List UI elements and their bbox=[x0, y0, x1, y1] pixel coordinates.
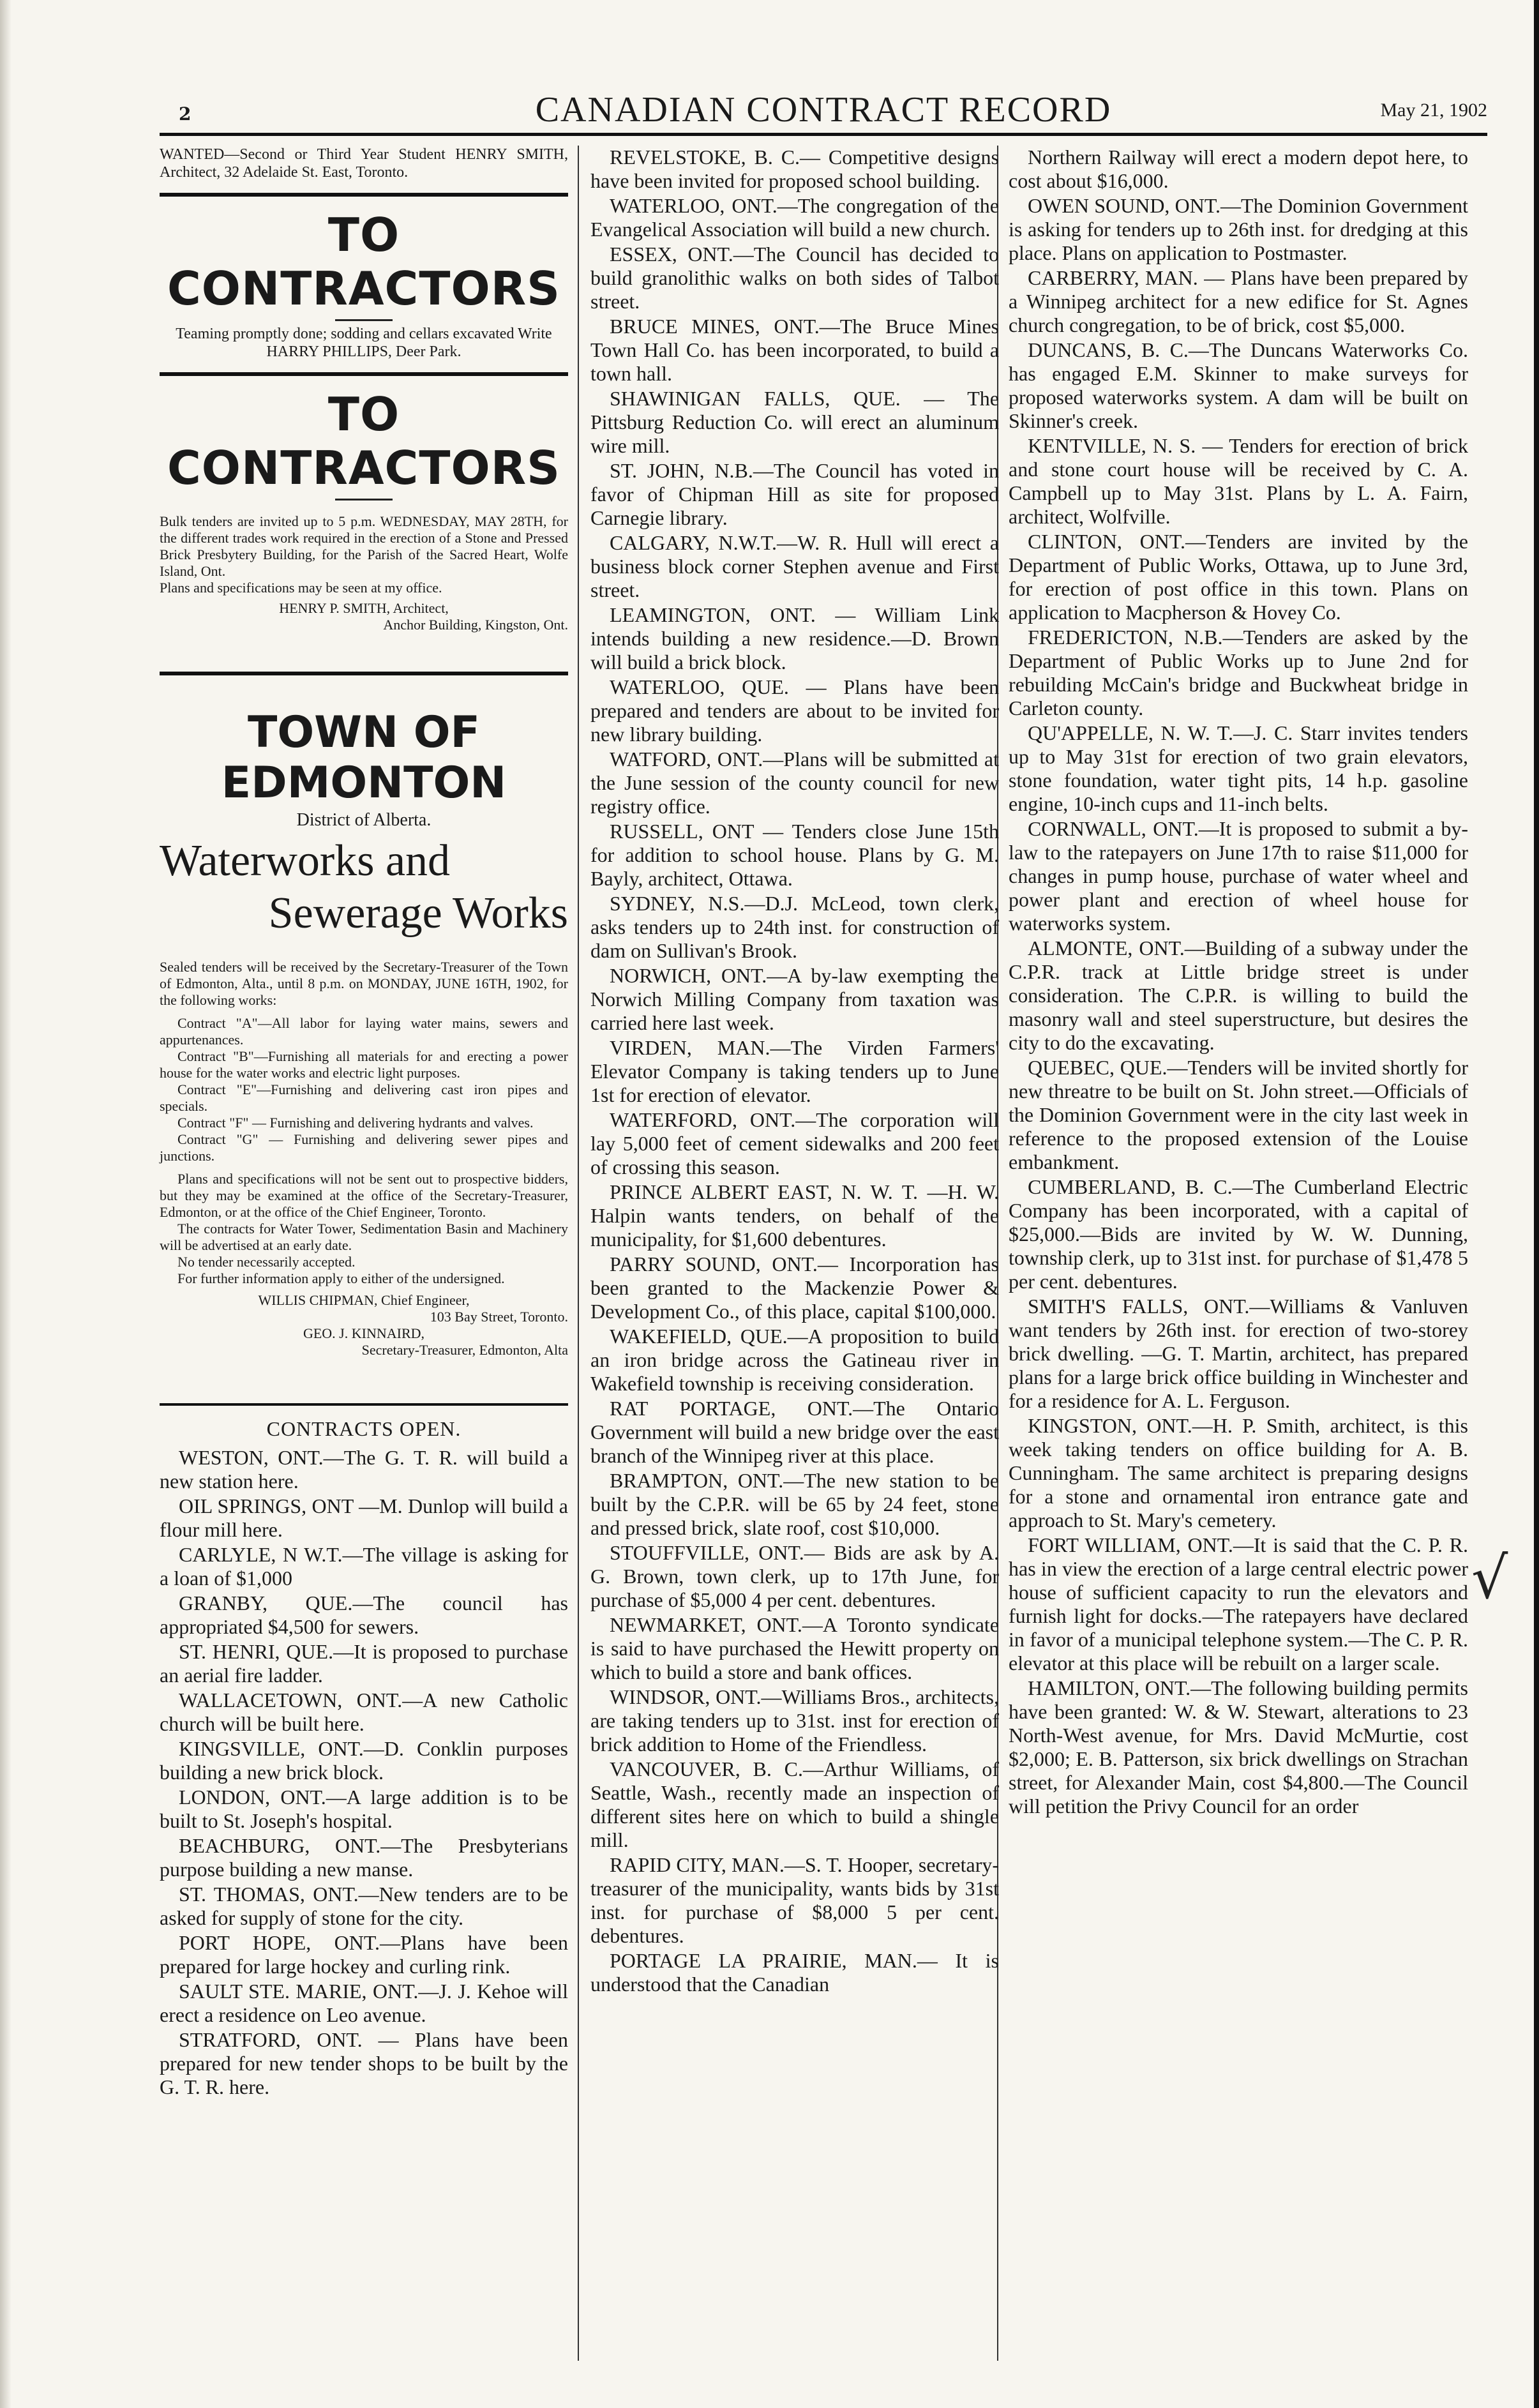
contract-item: WAKEFIELD, QUE.—A proposition to build an iron bridge across the Gatineau river in Wakefield township is receiving consideration. bbox=[590, 1325, 999, 1395]
column-middle bbox=[590, 146, 999, 1998]
ad-rule bbox=[335, 499, 393, 500]
contract-item: RAT PORTAGE, ONT.—The Ontario Government will build a new bridge over the east branch of the Winnipeg river at this place. bbox=[590, 1397, 999, 1467]
contract-item: WESTON, ONT.—The G. T. R. will build a new station here. bbox=[160, 1446, 568, 1493]
ad-heading-town: TOWN OF EDMONTON bbox=[221, 707, 507, 808]
ad-display-line: Sewerage Works bbox=[268, 889, 568, 938]
contract-item: WALLACETOWN, ONT.—A new Catholic church will be built here. bbox=[160, 1689, 568, 1735]
page-edge-shadow bbox=[0, 0, 11, 2408]
ad-body: Plans and specifications will not be sent out to prospective bidders, but they may be examined at the office of the Secretary-Treasurer, Edmonton, or at the office of the Chief Engineer, Toronto. bbox=[160, 1171, 568, 1220]
ad-contract: Contract "A"—All labor for laying water mains, sewers and appurtenances. bbox=[160, 1015, 568, 1048]
contract-item: ALMONTE, ONT.—Building of a subway under the C.P.R. track at Little bridge street is under consideration. The C.P.R. is willing to build the masonry wall and steel superstructure, but desires the city to do the excavating. bbox=[1009, 937, 1468, 1054]
contract-item: BEACHBURG, ONT.—The Presbyterians purpose building a new manse. bbox=[160, 1834, 568, 1881]
ad-heading: TO CONTRACTORS bbox=[167, 388, 561, 495]
ad-contract: Contract "F" — Furnishing and delivering hydrants and valves. bbox=[177, 1115, 534, 1131]
issue-date: May 21, 1902 bbox=[1380, 100, 1487, 121]
contract-item: WATFORD, ONT.—Plans will be submitted at the June session of the county council for new registry office. bbox=[590, 748, 999, 818]
contract-item: PARRY SOUND, ONT.— Incorporation has been granted to the Mackenzie Power & Development Co., of this place, capital $100,000. bbox=[590, 1253, 999, 1323]
ad-signature: WILLIS CHIPMAN, Chief Engineer, bbox=[258, 1292, 470, 1308]
ad-separator bbox=[160, 672, 568, 675]
contract-item: SHAWINIGAN FALLS, QUE. — The Pittsburg Reduction Co. will erect an aluminum wire mill. bbox=[590, 387, 999, 457]
ad-plans: Plans and specifications may be seen at my office. bbox=[160, 580, 442, 596]
contract-item: ST. HENRI, QUE.—It is proposed to purchase an aerial fire ladder. bbox=[160, 1640, 568, 1687]
contract-item: HAMILTON, ONT.—The following building permits have been granted: W. & W. Stewart, alterations to 23 North-West avenue, for Mrs. David McMurtie, cost $2,000; E. B. Patterson, six brick dwellings on Strachan street, for Alexander Main, cost $4,800.—The Council will petition the Privy Council for an order bbox=[1009, 1676, 1468, 1817]
page-header bbox=[160, 89, 1487, 128]
contract-item: CORNWALL, ONT.—It is proposed to submit a by-law to the ratepayers on June 17th to raise $11,000 for changes in pump house, purchase of water wheel and power plant and erection of wheel house for waterworks system. bbox=[1009, 817, 1468, 935]
column-divider bbox=[578, 146, 579, 2361]
contracts-list bbox=[1009, 146, 1468, 1818]
ad-contract: Contract "G" — Furnishing and delivering sewer pipes and junctions. bbox=[160, 1131, 568, 1164]
contract-item: KENTVILLE, N. S. — Tenders for erection of brick and stone court house will be received by C. A. Campbell up to May 31st. Plans by L. A. Fairn, architect, Wolfville. bbox=[1009, 434, 1468, 528]
contract-item: NORWICH, ONT.—A by-law exempting the Norwich Milling Company from taxation was carried here last week. bbox=[590, 964, 999, 1034]
header-rule bbox=[160, 133, 1487, 136]
ad-contract: Contract "B"—Furnishing all materials for and erecting a power house for the water works and electric light purposes. bbox=[160, 1048, 568, 1081]
ad-signature: HENRY P. SMITH, Architect, bbox=[279, 600, 449, 616]
contract-item: OIL SPRINGS, ONT —M. Dunlop will build a flour mill here. bbox=[160, 1494, 568, 1541]
contract-item: FORT WILLIAM, ONT.—It is said that the C. P. R. has in view the erection of a large central electric power house of sufficient capacity to run the elevators and furnish light for docks.—The ratepayers have declared in favor of a municipal telephone system.—The C. P. R. elevator at this place will be rebuilt on a larger scale. bbox=[1009, 1533, 1468, 1674]
contract-item: Northern Railway will erect a modern depot here, to cost about $16,000. bbox=[1009, 146, 1468, 192]
wanted-ad: WANTED—Second or Third Year Student HENRY SMITH, Architect, 32 Adelaide St. East, Toronto. bbox=[160, 146, 568, 181]
section-heading: CONTRACTS OPEN. bbox=[266, 1417, 462, 1440]
ad-separator bbox=[160, 193, 568, 197]
ad-contract: Contract "E"—Furnishing and delivering cast iron pipes and specials. bbox=[160, 1081, 568, 1114]
contract-item: LEAMINGTON, ONT. — William Link intends building a new residence.—D. Brown will build a brick block. bbox=[590, 603, 999, 673]
contract-item: SYDNEY, N.S.—D.J. McLeod, town clerk, asks tenders up to 24th inst. for construction of dam on Sullivan's Brook. bbox=[590, 892, 999, 962]
ad-body: Bulk tenders are invited up to 5 p.m. WEDNESDAY, MAY 28TH, for the different trades work required in the erection of a Stone and Pressed Brick Presbytery Building, for the Parish of the Sacred Heart, Wolfe Island, Ont. bbox=[160, 513, 568, 579]
contract-item: ST. JOHN, N.B.—The Council has voted in favor of Chipman Hill as site for proposed Carnegie library. bbox=[590, 459, 999, 529]
contract-item: PORTAGE LA PRAIRIE, MAN.— It is understood that the Canadian bbox=[590, 1949, 999, 1996]
contract-item: FREDERICTON, N.B.—Tenders are asked by the Department of Public Works up to June 2nd for rebuilding McCain's bridge and Buckwheat bridge in Carleton county. bbox=[1009, 626, 1468, 719]
contract-item: PRINCE ALBERT EAST, N. W. T. —H. W. Halpin wants tenders, on behalf of the municipality, for $1,600 debentures. bbox=[590, 1180, 999, 1251]
contract-item: SMITH'S FALLS, ONT.—Williams & Vanluven want tenders by 26th inst. for erection of two-storey brick dwelling. —G. T. Martin, architect, has prepared plans for a large brick office building in Winchester and for a residence for A. L. Ferguson. bbox=[1009, 1295, 1468, 1412]
ad-heading: TO CONTRACTORS bbox=[167, 208, 561, 315]
margin-check-mark: √ bbox=[1471, 1545, 1508, 1612]
contracts-list bbox=[160, 1446, 568, 2099]
ad-body: No tender necessarily accepted. bbox=[177, 1254, 356, 1270]
ad-body: Sealed tenders will be received by the Secretary-Treasurer of the Town of Edmonton, Alta., until 8 p.m. on MONDAY, JUNE 16TH, 1902, for the following works: bbox=[160, 959, 568, 1008]
ad-signature-address: Secretary-Treasurer, Edmonton, Alta bbox=[361, 1342, 568, 1358]
contract-item: QUEBEC, QUE.—Tenders will be invited shortly for new threatre to be built on St. John street.—Officials of the Dominion Government were in the city last week in reference to the proposed extension of the Louise embankment. bbox=[1009, 1056, 1468, 1173]
contract-item: NEWMARKET, ONT.—A Toronto syndicate is said to have purchased the Hewitt property on which to build a store and bank offices. bbox=[590, 1613, 999, 1683]
contract-item: SAULT STE. MARIE, ONT.—J. J. Kehoe will erect a residence on Leo avenue. bbox=[160, 1980, 568, 2026]
ad-signature-address: 103 Bay Street, Toronto. bbox=[430, 1309, 568, 1325]
contract-item: VANCOUVER, B. C.—Arthur Williams, of Seattle, Wash., recently made an inspection of different sites here on which to build a shingle mill. bbox=[590, 1757, 999, 1851]
ad-separator bbox=[160, 372, 568, 376]
contract-item: ESSEX, ONT.—The Council has decided to build granolithic walks on both sides of Talbot street. bbox=[590, 243, 999, 313]
page-edge-right bbox=[1534, 0, 1539, 2408]
contract-item: WINDSOR, ONT.—Williams Bros., architects, are taking tenders up to 31st. inst for erection of brick addition to Home of the Friendless. bbox=[590, 1685, 999, 1756]
contract-item: CALGARY, N.W.T.—W. R. Hull will erect a business block corner Stephen avenue and First street. bbox=[590, 531, 999, 601]
contract-item: WATERFORD, ONT.—The corporation will lay 5,000 feet of cement sidewalks and 200 feet of crossing this season. bbox=[590, 1108, 999, 1178]
masthead-title: CANADIAN CONTRACT RECORD bbox=[535, 90, 1112, 130]
contract-item: RAPID CITY, MAN.—S. T. Hooper, secretary-treasurer of the municipality, wants bids by 31st inst. for purchase of $8,000 5 per cent. debentures. bbox=[590, 1853, 999, 1947]
contract-item: CARLYLE, N W.T.—The village is asking for a loan of $1,000 bbox=[160, 1543, 568, 1590]
ad-rule bbox=[335, 319, 393, 321]
ad-district: District of Alberta. bbox=[296, 810, 432, 830]
contract-item: CARBERRY, MAN. — Plans have been prepared by a Winnipeg architect for a new edifice for St. Agnes church congregation, to be of brick, cost $5,000. bbox=[1009, 266, 1468, 336]
contract-item: DUNCANS, B. C.—The Duncans Waterworks Co. has engaged E.M. Skinner to make surveys for proposed waterworks system. A dam will be built on Skinner's creek. bbox=[1009, 338, 1468, 432]
ad-signature: GEO. J. KINNAIRD, bbox=[303, 1325, 425, 1341]
ad-body: For further information apply to either of the undersigned. bbox=[177, 1270, 505, 1286]
ad-signature-address: Anchor Building, Kingston, Ont. bbox=[383, 617, 568, 633]
ad-body: The contracts for Water Tower, Sedimentation Basin and Machinery will be advertised at an early date. bbox=[160, 1221, 568, 1253]
contract-item: ST. THOMAS, ONT.—New tenders are to be asked for supply of stone for the city. bbox=[160, 1883, 568, 1929]
contract-item: BRAMPTON, ONT.—The new station to be built by the C.P.R. will be 65 by 24 feet, stone and pressed brick, slate roof, cost $10,000. bbox=[590, 1469, 999, 1539]
contracts-list bbox=[590, 146, 999, 1996]
page-number: 2 bbox=[179, 103, 191, 124]
contract-item: KINGSVILLE, ONT.—D. Conklin purposes building a new brick block. bbox=[160, 1737, 568, 1784]
contract-item: OWEN SOUND, ONT.—The Dominion Government is asking for tenders up to 26th inst. for dredging at this place. Plans on application to Postmaster. bbox=[1009, 194, 1468, 264]
contract-item: CUMBERLAND, B. C.—The Cumberland Electric Company has been incorporated, with a capital of $25,000.—Bids are invited by W. W. Dunning, township clerk, up to 31st inst. for purchase of $1,478 5 per cent. debentures. bbox=[1009, 1175, 1468, 1293]
contract-item: CLINTON, ONT.—Tenders are invited by the Department of Public Works, Ottawa, up to June 3rd, for erection of post office in this town. Plans on application to Macpherson & Hovey Co. bbox=[1009, 530, 1468, 624]
ad-separator bbox=[160, 1403, 568, 1406]
contract-item: QU'APPELLE, N. W. T.—J. C. Starr invites tenders up to May 31st for erection of two grain elevators, stone foundation, water tight pits, 14 h.p. gasoline engine, 10-inch cups and 11-inch belts. bbox=[1009, 721, 1468, 815]
contract-item: REVELSTOKE, B. C.— Competitive designs have been invited for proposed school building. bbox=[590, 146, 999, 192]
column-left bbox=[160, 146, 568, 2100]
contract-item: WATERLOO, ONT.—The congregation of the Evangelical Association will build a new church. bbox=[590, 194, 999, 241]
contract-item: PORT HOPE, ONT.—Plans have been prepared for large hockey and curling rink. bbox=[160, 1931, 568, 1978]
contract-item: GRANBY, QUE.—The council has appropriated $4,500 for sewers. bbox=[160, 1592, 568, 1638]
contract-item: KINGSTON, ONT.—H. P. Smith, architect, is this week taking tenders on office building for A. B. Cunningham. The same architect is preparing designs for a stone and ornamental iron entrance gate and approach to St. Mary's cemetery. bbox=[1009, 1414, 1468, 1531]
column-right bbox=[1009, 146, 1468, 1819]
ad-body: Teaming promptly done; sodding and cellars excavated Write HARRY PHILLIPS, Deer Park. bbox=[176, 326, 552, 360]
contract-item: RUSSELL, ONT — Tenders close June 15th for addition to school house. Plans by G. M. Bayly, architect, Ottawa. bbox=[590, 820, 999, 890]
contract-item: STOUFFVILLE, ONT.— Bids are ask by A. G. Brown, town clerk, up to 17th June, for purchase of $5,000 4 per cent. debentures. bbox=[590, 1541, 999, 1611]
contract-item: STRATFORD, ONT. — Plans have been prepared for new tender shops to be built by the G. T. R. here. bbox=[160, 2028, 568, 2098]
contract-item: VIRDEN, MAN.—The Virden Farmers' Elevator Company is taking tenders up to June 1st for erection of elevator. bbox=[590, 1036, 999, 1106]
contract-item: BRUCE MINES, ONT.—The Bruce Mines Town Hall Co. has been incorporated, to build a town hall. bbox=[590, 315, 999, 385]
contract-item: LONDON, ONT.—A large addition is to be built to St. Joseph's hospital. bbox=[160, 1786, 568, 1832]
contract-item: WATERLOO, QUE. — Plans have been prepared and tenders are about to be invited for new library building. bbox=[590, 675, 999, 746]
ad-display-line: Waterworks and bbox=[160, 836, 451, 885]
